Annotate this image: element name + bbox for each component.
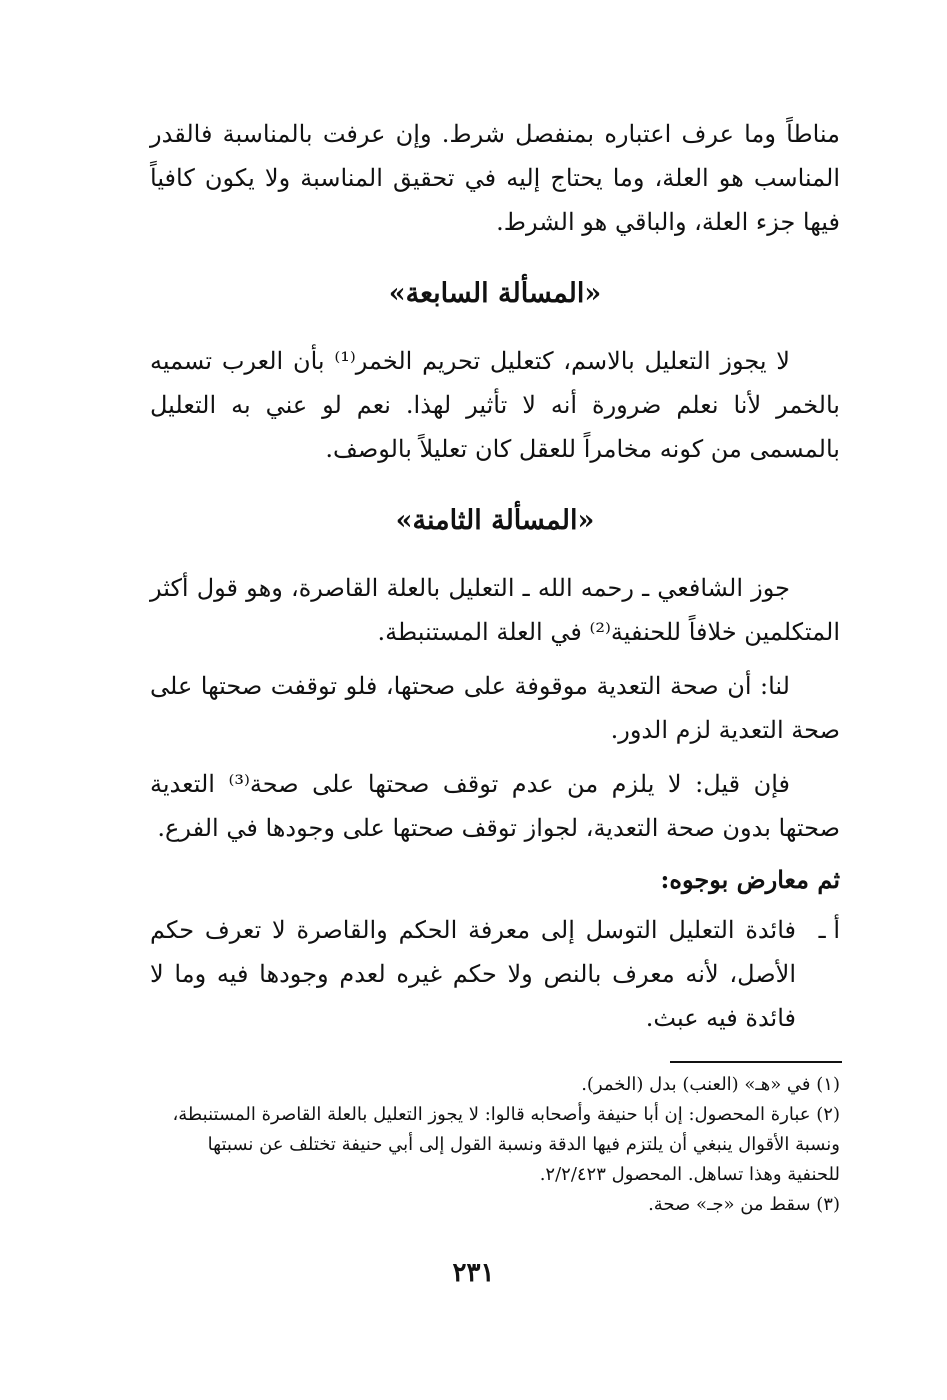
footnotes xyxy=(150,1070,840,1220)
section-8-paragraph-2: لنا: أن صحة التعدية موقوفة على صحتها، فلو توقفت صحتها على صحة التعدية لزم الدور. xyxy=(150,672,840,744)
page-number: ٢٣١ xyxy=(452,1258,495,1288)
section-8-paragraph-3: فإن قيل: لا يلزم من عدم توقف صحتها على صحة⁽³⁾ التعدية صحتها بدون صحة التعدية، لجواز توقف صحتها على وجودها في الفرع. xyxy=(150,770,840,842)
footnote-1: (١) في «هـ» (العنب) بدل (الخمر). xyxy=(581,1074,840,1095)
page-body xyxy=(150,112,840,1040)
section-7-paragraph: لا يجوز التعليل بالاسم، كتعليل تحريم الخمر⁽¹⁾ بأن العرب تسميه بالخمر لأنا نعلم ضرورة أنه لا تأثير لهذا. نعم لو عني به التعليل بالمسمى من كونه مخامراً للعقل كان تعليلاً بالوصف. xyxy=(150,347,840,463)
section-8-paragraph-1: جوز الشافعي ـ رحمه الله ـ التعليل بالعلة القاصرة، وهو قول أكثر المتكلمين خلافاً للحنفية⁽²⁾ في العلة المستنبطة. xyxy=(150,574,840,646)
intro-paragraph: مناطاً وما عرف اعتباره بمنفصل شرط. وإن عرفت بالمناسبة فالقدر المناسب هو العلة، وما يحتاج إليه في تحقيق المناسبة ولا يكون كافياً فيها جزء العلة، والباقي هو الشرط. xyxy=(150,120,840,236)
footnote-3: (٣) سقط من «جـ» صحة. xyxy=(648,1194,840,1215)
section-8-heading: «المسألة الثامنة» xyxy=(395,505,595,536)
section-7-heading: «المسألة السابعة» xyxy=(388,278,602,309)
footnote-2: (٢) عبارة المحصول: إن أبا حنيفة وأصحابه قالوا: لا يجوز التعليل بالعلة القاصرة المستنبطة، ونسبة الأقوال ينبغي أن يلتزم فيها الدقة ونسبة القول إلى أبي حنيفة تختلف عن نسبتها للحنفية وهذا تساهل. المحصول ٢/٢/٤٢٣. xyxy=(172,1104,840,1185)
list-item-a-letter: أ ـ xyxy=(818,916,840,944)
objection-heading: ثم معارض بوجوه: xyxy=(660,865,840,894)
list-item-a-text: فائدة التعليل التوسل إلى معرفة الحكم والقاصرة لا تعرف حكم الأصل، لأنه معرف بالنص ولا حكم غيره لعدم وجودها فيه وما لا فائدة فيه عبث. xyxy=(150,916,796,1032)
footnote-divider xyxy=(670,1061,842,1063)
list-item-a xyxy=(150,908,840,1040)
